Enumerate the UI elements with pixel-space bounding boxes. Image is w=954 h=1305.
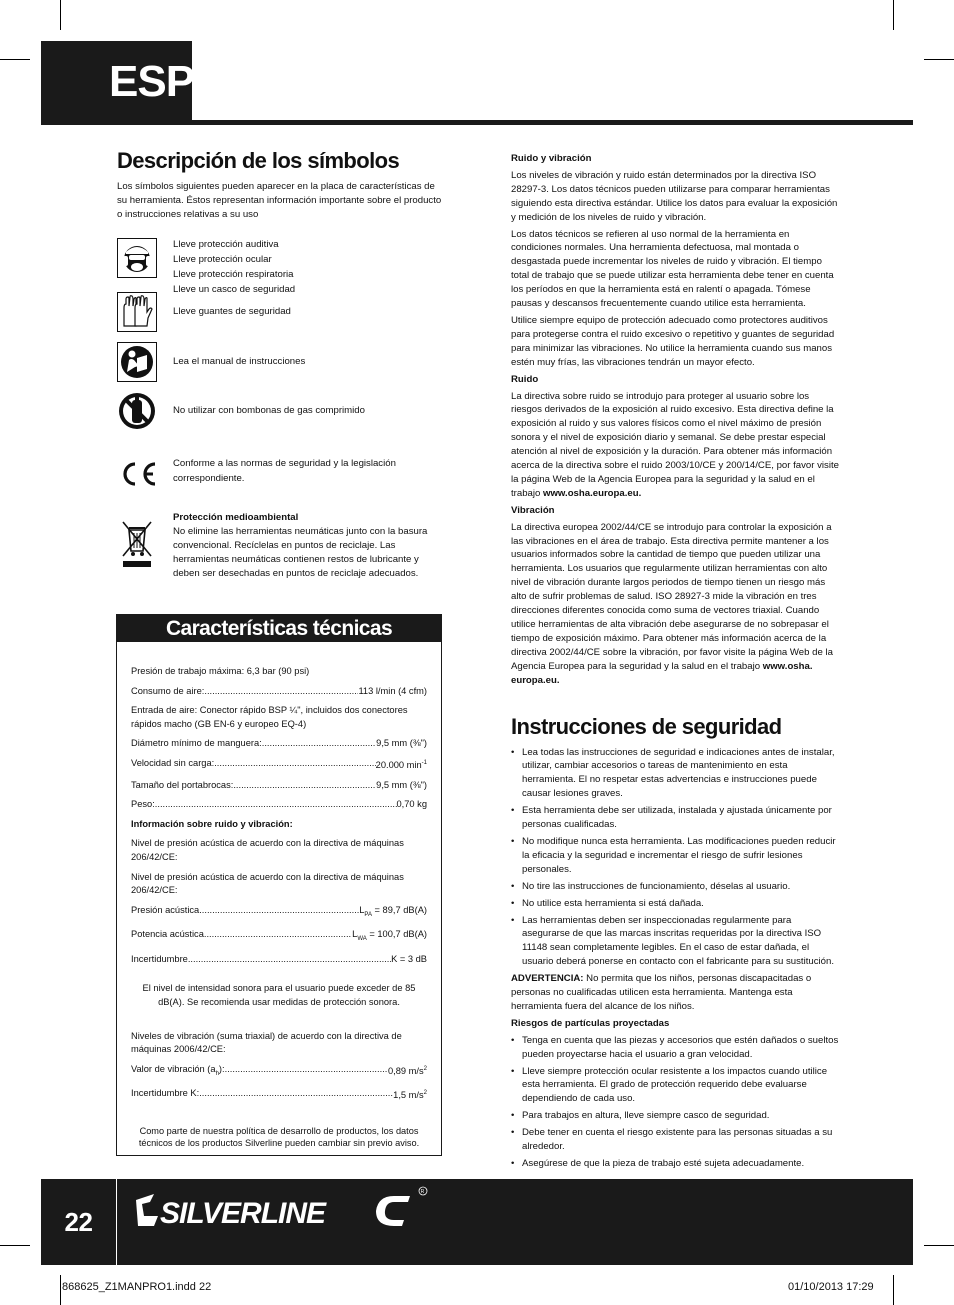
vk-sup: 2 [423, 1090, 427, 1097]
lwa-number: = 100,7 dB(A) [366, 929, 427, 940]
list-item: • No utilice esta herramienta si está dañada. [511, 897, 841, 911]
vib-label-start: Valor de vibración (a [131, 1063, 216, 1074]
brand-wordmark: SILVERLINE [160, 1197, 326, 1230]
spec-vk [131, 1087, 427, 1103]
warning-label: ADVERTENCIA: [511, 973, 584, 985]
spec-lpa-value [359, 904, 427, 922]
spec-k-label: Incertidumbre [131, 953, 188, 964]
spec-lwa-value [352, 928, 427, 946]
noise-body [511, 390, 841, 501]
safety-title: Instrucciones de seguridad [511, 713, 782, 739]
ce-text: Conforme a las normas de seguridad y la legislación correspondiente. [173, 458, 396, 484]
right-column [511, 152, 841, 1174]
spec-weight [131, 798, 427, 812]
noise-text: La directiva sobre ruido se introdujo para proteger al usuario sobre los riesgos derivados de la exposición al ruido excesivo. Esta directiva define la exposición al ruido y sus valores físicos como el nivel máximo de presión sonora y el nivel de exposición diario y semanal. Se debe prestar especial atención al nivel de exposición y la duración. Para obtener más información acerca de la directiva sobre el ruido 2003/10/CE y 200/14/CE, por favor visite la página Web de la Agencia Europea para la seguridad y la salud en el trabajo [511, 390, 839, 499]
language-tab [41, 41, 195, 123]
noise-title: Información sobre ruido y vibración: [131, 818, 293, 829]
specs-note: Como parte de nuestra política de desarrollo de productos, los datos técnicos de los productos Silverline pueden cambiar sin previo aviso. [138, 1125, 420, 1148]
noise-vibration-title: Ruido y vibración [511, 153, 592, 164]
particles-title: Riesgos de partículas proyectadas [511, 1017, 670, 1029]
leader-dots [204, 928, 352, 946]
safety-list [511, 746, 841, 970]
crop-mark [924, 59, 954, 60]
spec-air-value: 113 l/min (4 cfm) [358, 685, 427, 696]
lpa-symbol: L [359, 904, 365, 915]
ppe-icon [117, 238, 157, 278]
gas-text: No utilizar con bombonas de gas comprimido [173, 405, 365, 416]
spec-hose-label: Diámetro mínimo de manguera: [131, 738, 262, 749]
spec-vib-label [131, 1063, 225, 1081]
header-rule [41, 120, 913, 125]
warning-paragraph [511, 972, 841, 1014]
noise-warning: El nivel de intensidad sonora para el usuario puede exceder de 85 dB(A). Se recomienda usar medidas de protección sonora. [142, 983, 416, 1007]
symbols-title: Descripción de los símbolos [117, 148, 400, 173]
spec-air [131, 685, 427, 699]
noise-vibration-p2: Los datos técnicos se refieren al uso normal de la herramienta en condiciones normales. Una herramienta defectuosa, mal montada o desgastada puede incrementar los niveles de ruido y vibración. El tiempo total de trabajo que se puede utilizar esta herramienta debe tener en cuenta los períodos en que la herramienta está en ralentí o apagada. Tómese pausas y descansos frecuentemente cuando utilice esta herramienta. [511, 228, 834, 310]
spec-pressure: Presión de trabajo máxima: 6,3 bar (90 psi) [131, 666, 310, 676]
language-code: ESP [109, 57, 195, 106]
no-gas-cylinder-icon [117, 391, 157, 431]
spec-vib [131, 1063, 427, 1081]
list-item: • No modifique nunca esta herramienta. Las modificaciones pueden reducir la eficacia y la seguridad e incrementar el riesgo de sufrir lesiones personales. [511, 835, 841, 877]
spec-lpa-label: Presión acústica [131, 904, 200, 915]
spec-lpa [131, 904, 427, 922]
list-item: • Debe tener en cuenta el riesgo existente para las personas situadas a su alrededor. [511, 1126, 841, 1154]
spec-speed [131, 757, 427, 773]
list-item: • Para trabajos en altura, lleve siempre casco de seguridad. [511, 1109, 841, 1123]
spec-lwa [131, 928, 427, 946]
crop-mark [0, 59, 30, 60]
noise-title: Ruido [511, 373, 539, 385]
symbol-row-ce [117, 454, 447, 494]
symbol-row-ppe [117, 238, 447, 295]
symbols-section [117, 146, 447, 579]
spec-speed-number: 20.000 min [375, 760, 422, 771]
lwa-symbol: L [352, 929, 358, 940]
file-slug: 868625_Z1MANPRO1.indd 22 [62, 1281, 212, 1293]
noise-p1: Nivel de presión acústica de acuerdo con la directiva de máquinas 206/42/CE: [131, 838, 404, 863]
environment-text [173, 511, 443, 581]
list-item: • Asegúrese de que la pieza de trabajo esté sujeta adecuadamente. [511, 1157, 841, 1171]
weee-bin-icon [117, 517, 157, 569]
vibration-link[interactable]: www.osha. europa.eu. [511, 660, 813, 686]
vib-label-end: ): [218, 1063, 225, 1074]
leader-dots [225, 1063, 388, 1081]
crop-mark [60, 1275, 61, 1305]
leader-dots [262, 737, 376, 751]
ppe-hearing: Lleve protección auditiva [173, 239, 279, 250]
ppe-text [173, 237, 443, 297]
manual-icon [117, 342, 157, 382]
vibration-text: La directiva europea 2002/44/CE se introdujo para controlar la exposición a las vibraciones en el área de trabajo. Esta directiva permite mantener a los usuarios informados sobre la cantidad de tiempo que pueden utilizar una herramienta. Los usuarios que regularmente utilizan herramientas con alto nivel de vibración durante largos periodos de tiempo tienen un riesgo más alto de sufrir problemas de salud. ISO 28927-3 mide la vibración en tres direcciones diferentes conocida como suma de vectores triaxial. Cuando utilice herramientas de alta vibración debe asegurarse de no sobrepasar el tiempo de exposición máximo. Para obtener más información acerca de la directiva 2002/44/CE sobre la vibración, por favor visite la página Web de la Agencia Europea para la seguridad y la salud en el trabajo [511, 521, 833, 672]
vibration-body [511, 521, 841, 688]
particles-list [511, 1034, 841, 1171]
crop-mark [924, 1245, 954, 1246]
spec-hose-value: 9,5 mm (⅜") [376, 738, 427, 749]
list-item: • Esta herramienta debe ser utilizada, instalada y ajustada únicamente por personas cualificadas. [511, 804, 841, 832]
leader-dots [155, 798, 397, 812]
silverline-logo [132, 1186, 432, 1236]
ce-mark-icon [117, 454, 157, 494]
spec-lwa-label: Potencia acústica [131, 929, 204, 940]
spec-weight-label: Peso: [131, 799, 155, 810]
list-item: • Las herramientas deben ser inspeccionadas regularmente para asegurarse de que las marcas inscritas requeridas por la directiva ISO 11148 sean completamente legibles. En el caso de estar dañada, el usuario deberá ponerse en contacto con el fabricante para su sustitución. [511, 914, 841, 970]
spec-chuck-label: Tamaño del portabrocas: [131, 779, 234, 790]
spec-chuck-value: 9,5 mm (⅜") [376, 779, 427, 790]
list-item: • Lleve siempre protección ocular resistente a los impactos cuando utilice esta herramienta. El grado de protección requerido debe evaluarse dependiendo de cada uso. [511, 1065, 841, 1107]
symbol-row-gas [117, 391, 447, 431]
ppe-helmet: Lleve un casco de seguridad [173, 284, 296, 295]
manual-text: Lea el manual de instrucciones [173, 356, 306, 367]
list-item: • Tenga en cuenta que las piezas y accesorios que estén dañados o sueltos pueden proyectarse hacia el usuario a gran velocidad. [511, 1034, 841, 1062]
noise-vibration-p1: Los niveles de vibración y ruido están determinados por la directiva ISO 28297-3. Los datos técnicos pueden utilizarse para comparar herramientas siguiendo esta directiva estándar. Utilice los datos para evaluar la exposición y medición de los niveles de ruido y vibración. [511, 169, 838, 223]
lpa-number: = 89,7 dB(A) [371, 904, 427, 915]
vib-number: 0,89 m/s [388, 1065, 424, 1076]
list-item: • No tire las instrucciones de funcionamiento, déselas al usuario. [511, 880, 841, 894]
gloves-text: Lleve guantes de seguridad [173, 306, 291, 317]
spec-vk-value [393, 1087, 427, 1103]
vib-sub: h [215, 1070, 219, 1077]
vibration-title: Vibración [511, 504, 555, 516]
gloves-icon [117, 292, 157, 332]
spec-k [131, 953, 427, 967]
spec-speed-label: Velocidad sin carga: [131, 757, 215, 768]
environment-body: No elimine las herramientas neumáticas junto con la basura convencional. Recíclelas en puntos de reciclaje. Las herramientas neumáticas contienen restos de lubricante y deben ser desechadas en puntos de reciclaje adecuados. [173, 526, 428, 579]
noise-vibration-p3: Utilice siempre equipo de protección adecuado como protectores auditivos para protegerse contra el ruido excesivo o repetitivo y guantes de seguridad para minimizar las vibraciones. No utilice la herramienta cuando sus manos estén muy frías, las vibraciones tendrán un mayor efecto. [511, 314, 835, 368]
leader-dots [204, 685, 358, 699]
vib-sup: 2 [423, 1065, 427, 1072]
list-item: • Lea todas las instrucciones de seguridad e indicaciones antes de instalar, utilizar, cambiar accesorios o tareas de mantenimiento en esta herramienta. El no respetar estas advertencias e instrucciones puede causar lesiones graves. [511, 746, 841, 802]
symbol-row-gloves [117, 292, 447, 332]
ppe-eye: Lleve protección ocular [173, 254, 272, 265]
environment-title: Protección medioambiental [173, 512, 299, 523]
leader-dots [233, 779, 376, 793]
vib-intro: Niveles de vibración (suma triaxial) de acuerdo con la directiva de máquinas 2006/42/CE: [131, 1030, 402, 1055]
symbols-intro: Los símbolos siguientes pueden aparecer en la placa de características de su herramienta. Éstos representan información importante sobre el producto o instrucciones relativas a su uso [117, 181, 442, 220]
registered-letter: R [420, 1189, 425, 1195]
crop-mark [893, 0, 894, 30]
page-number: 22 [64, 1206, 93, 1237]
noise-link[interactable]: www.osha.europa.eu. [543, 487, 642, 499]
spec-chuck [131, 779, 427, 793]
leader-dots [188, 953, 391, 967]
spec-k-value: K = 3 dB [391, 953, 427, 964]
crop-mark [60, 0, 61, 30]
specs-box [116, 614, 442, 1156]
spec-hose [131, 737, 427, 751]
crop-mark [893, 1275, 894, 1305]
lwa-sub: WA [357, 936, 367, 943]
lpa-sub: PA [364, 911, 372, 918]
noise-p2: Nivel de presión acústica de acuerdo con la directiva de máquinas 206/42/CE: [131, 871, 404, 896]
spec-inlet: Entrada de aire: Conector rápido BSP ¼", incluidos dos conectores rápidos macho (GB EN-6 y europeo EQ-4) [131, 705, 408, 729]
ppe-respiratory: Lleve protección respiratoria [173, 269, 294, 280]
vk-number: 1,5 m/s [393, 1090, 424, 1101]
spec-air-label: Consumo de aire: [131, 685, 205, 696]
specs-title: Características técnicas [117, 615, 441, 642]
spec-vib-value [388, 1063, 427, 1081]
spec-speed-value [376, 757, 427, 773]
specs-body [131, 665, 427, 1155]
spec-speed-sup: -1 [421, 759, 427, 766]
leader-dots [199, 904, 359, 922]
crop-mark [0, 1245, 30, 1246]
leader-dots [199, 1087, 393, 1103]
symbol-row-manual [117, 342, 447, 382]
leader-dots [214, 757, 375, 773]
page-number-tab [41, 1179, 116, 1265]
date-slug: 01/10/2013 17:29 [788, 1281, 874, 1293]
symbol-row-environment [117, 512, 447, 579]
spec-vk-label: Incertidumbre K: [131, 1088, 200, 1099]
warning-text: No permita que los niños, personas discapacitadas o personas no cualificadas utilicen esta herramienta. Mantenga esta herramienta fuera del alcance de los niños. [511, 973, 812, 1012]
spec-weight-value: 0,70 kg [396, 799, 427, 810]
